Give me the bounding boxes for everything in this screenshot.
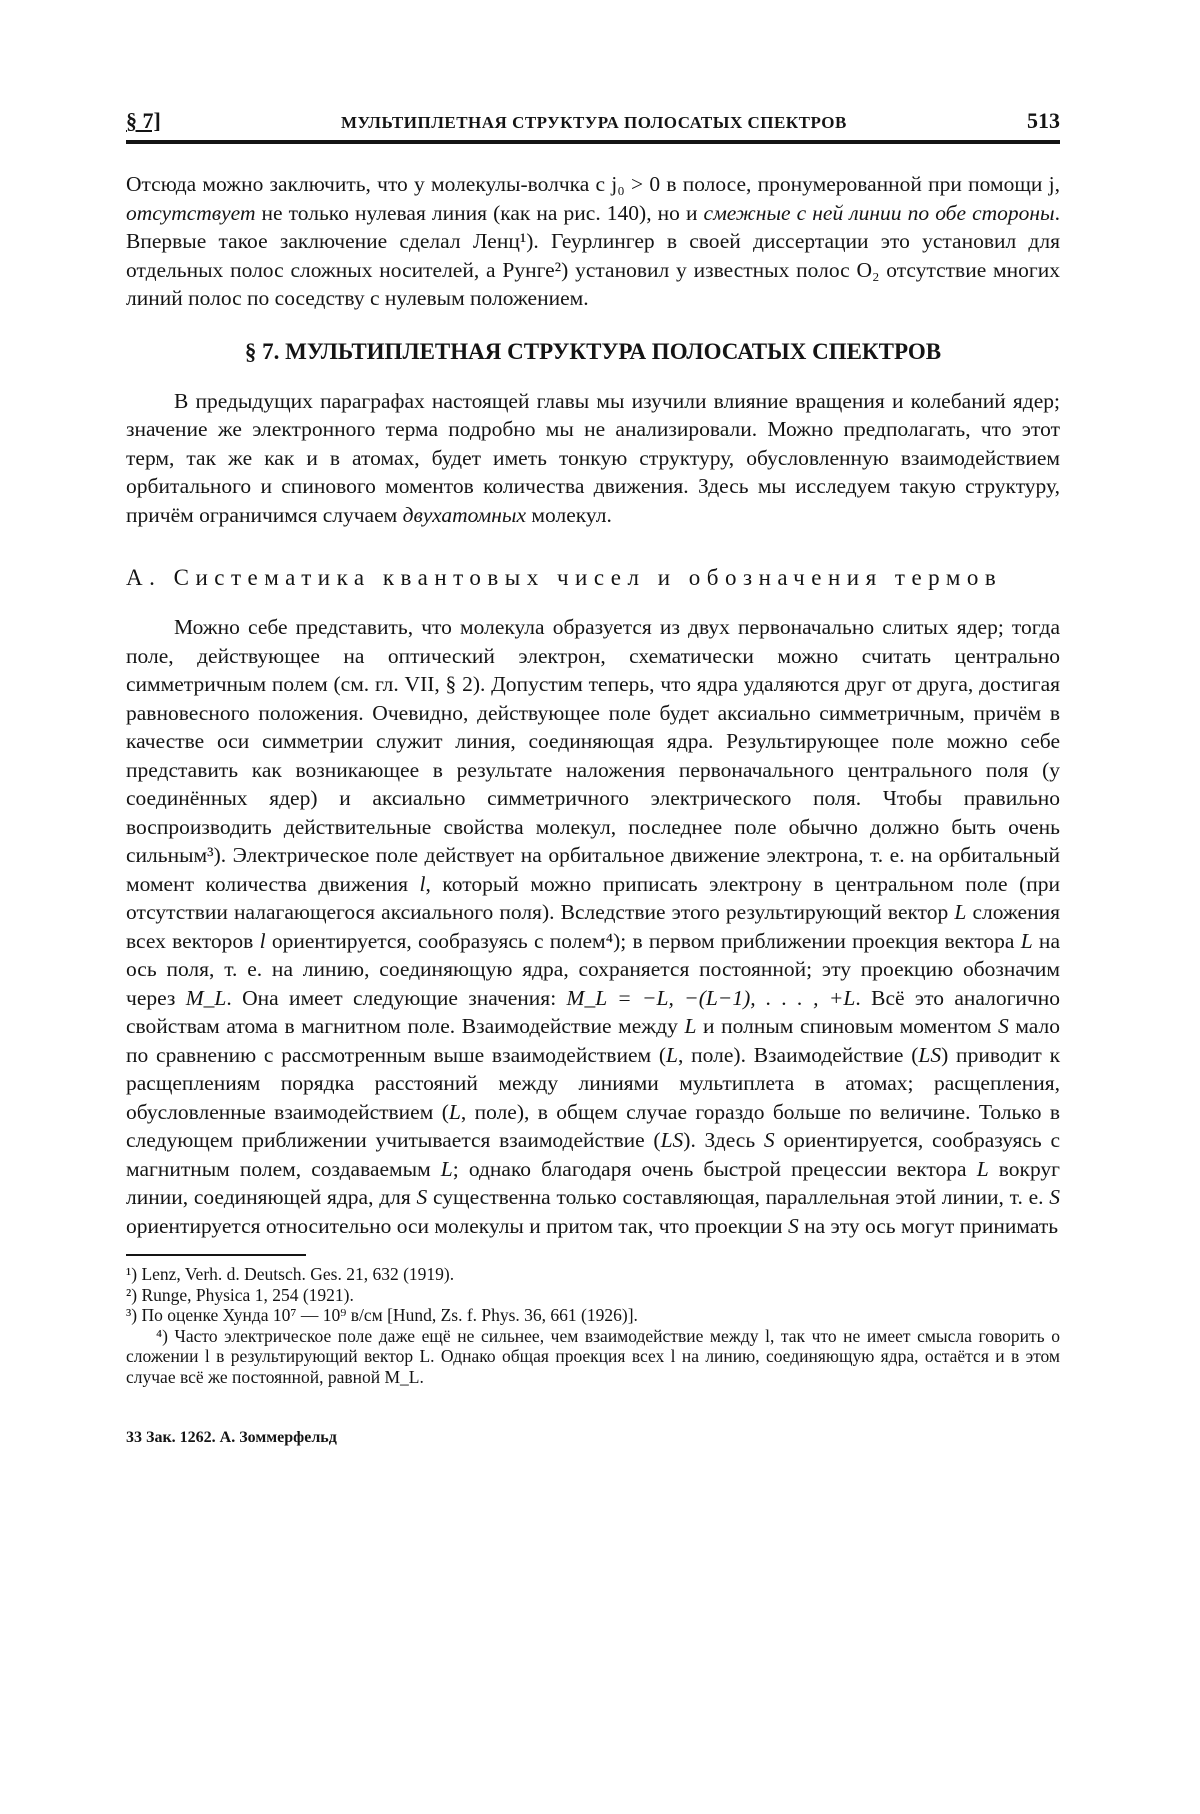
header-section-number: § 7] bbox=[126, 108, 161, 133]
footnote-rule bbox=[126, 1254, 306, 1256]
book-page bbox=[126, 108, 1060, 1447]
footnotes bbox=[126, 1264, 1060, 1387]
page-number: 513 bbox=[1027, 108, 1060, 133]
intro-paragraph: Отсюда можно заключить, что у молекулы-волчка с j₀ > 0 в полосе, пронумерованной при помощи j, отсутствует не только нулевая линия (как на рис. 140), но и смежные с ней линии по обе стороны. Впервые такое заключение сделал Ленц¹). Геурлингер в своей диссертации это установил для отдельных полос сложных носителей, а Рунге²) установил у известных полос O₂ отсутствие многих линий полос по соседству с нулевым положением. bbox=[126, 172, 1060, 310]
header-rule bbox=[126, 140, 1060, 144]
printer-signature: 33 Зак. 1262. А. Зоммерфельд bbox=[126, 1429, 337, 1446]
running-header bbox=[126, 108, 1060, 136]
header-title: МУЛЬТИПЛЕТНАЯ СТРУКТУРА ПОЛОСАТЫХ СПЕКТРОВ bbox=[341, 113, 847, 132]
main-paragraph: Можно себе представить, что молекула образуется из двух первоначально слитых ядер; тогда поле, действующее на оптический электрон, схематически можно считать центрально симметричным полем (см. гл. VII, § 2). Допустим теперь, что ядра удаляются друг от друга, достигая равновесного положения. Очевидно, действующее поле будет аксиально симметричным, причём в качестве оси симметрии служит линия, соединяющая ядра. Результирующее поле можно себе представить как возникающее в результате наложения первоначального центрального поля (у соединённых ядер) и аксиально симметричного электрического поля. Чтобы правильно воспроизводить действительные свойства молекул, последнее поле обычно должно быть очень сильным³). Электрическое поле действует на орбитальное движение электрона, т. е. на орбитальный момент количества движения l, который можно приписать электрону в центральном поле (при отсутствии налагающегося аксиального поля). Вследствие этого результирующий вектор L сложения всех векторов l ориентируется, сообразуясь с полем⁴); в первом приближении проекция вектора L на ось поля, т. е. на линию, соединяющую ядра, сохраняется постоянной; эту проекцию обозначим через M_L. Она имеет следующие значения: M_L = −L, −(L−1), . . . , +L. Всё это аналогично свойствам атома в магнитном поле. Взаимодействие между L и полным спиновым моментом S мало по сравнению с рассмотренным выше взаимодействием (L, поле). Взаимодействие (LS) приводит к расщеплениям порядка расстояний между линиями мультиплета в атомах; расщепления, обусловленные взаимодействием (L, поле), в общем случае гораздо больше по величине. Только в следующем приближении учитывается взаимодействие (LS). Здесь S ориентируется, сообразуясь с магнитным полем, создаваемым L; однако благодаря очень быстрой прецессии вектора L вокруг линии, соединяющей ядра, для S существенна только составляющая, параллельная этой линии, т. е. S ориентируется относительно оси молекулы и притом так, что проекции S на эту ось могут принимать bbox=[126, 615, 1061, 1238]
subsection-heading: А. Систематика квантовых чисел и обозначения термов bbox=[126, 565, 1003, 590]
section-heading: § 7. МУЛЬТИПЛЕТНАЯ СТРУКТУРА ПОЛОСАТЫХ СПЕКТРОВ bbox=[244, 338, 942, 364]
footnote-2: ²) Runge, Physica 1, 254 (1921). bbox=[126, 1284, 354, 1305]
footnote-3: ³) По оценке Хунда 10⁷ — 10⁹ в/см [Hund, Zs. f. Phys. 36, 661 (1926)]. bbox=[126, 1305, 638, 1325]
footnote-4: ⁴) Часто электрическое поле даже ещё не сильнее, чем взаимодействие между l, так что не имеет смысла говорить о сложении l в результирующий вектор L. Однако общая проекция всех l на линию, соединяющую ядра, остаётся и в этом случае всё же постоянной, равной M_L. bbox=[126, 1325, 1060, 1387]
section-paragraph: В предыдущих параграфах настоящей главы мы изучили влияние вращения и колебаний ядер; значение же электронного терма подробно мы не анализировали. Можно предполагать, что этот терм, так же как и в атомах, будет иметь тонкую структуру, обусловленную взаимодействием орбитального и спинового моментов количества движения. Здесь мы исследуем такую структуру, причём ограничимся случаем двухатомных молекул. bbox=[126, 388, 1060, 527]
footnote-1: ¹) Lenz, Verh. d. Deutsch. Ges. 21, 632 (1919). bbox=[126, 1264, 455, 1284]
